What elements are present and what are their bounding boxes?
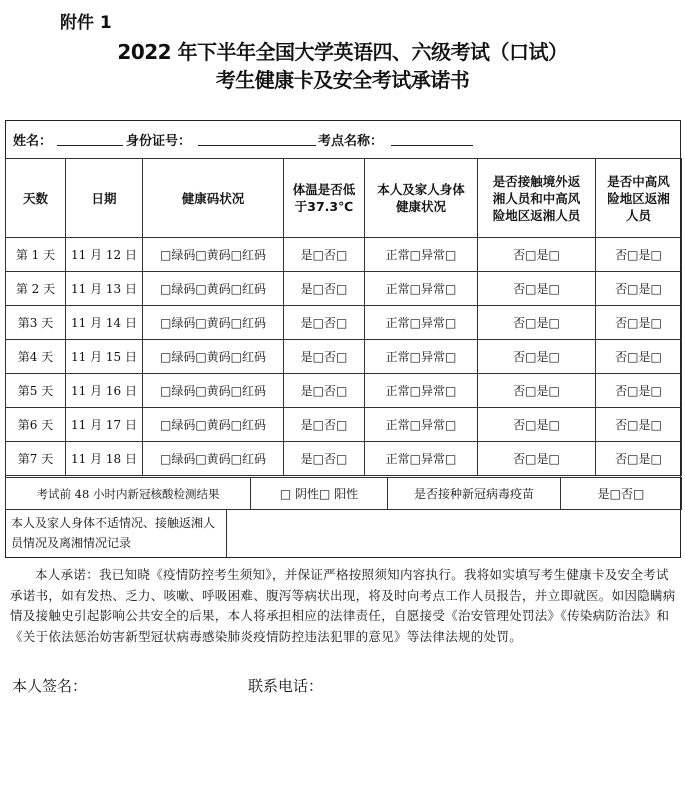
record-label: 本人及家人身体不适情况、接触返湘人员情况及离湘情况记录 <box>5 509 227 558</box>
date-cell: 11 月 14 日 <box>66 306 143 340</box>
temperature-options[interactable]: 是□否□ <box>284 374 365 408</box>
header-health-status: 本人及家人身体健康状况 <box>365 159 478 238</box>
attachment-label: 附件 1 <box>60 13 112 33</box>
contact-options[interactable]: 否□是□ <box>478 306 596 340</box>
day-cell: 第6 天 <box>6 408 66 442</box>
health-code-options[interactable]: □绿码□黄码□红码 <box>143 408 284 442</box>
vaccine-options[interactable]: 是□否□ <box>561 478 682 510</box>
header-temperature: 体温是否低于37.3℃ <box>284 159 365 238</box>
contact-options[interactable]: 否□是□ <box>478 374 596 408</box>
personal-info-row <box>5 120 681 158</box>
temperature-options[interactable]: 是□否□ <box>284 238 365 272</box>
nucleic-vaccine-row <box>6 478 682 510</box>
health-status-options[interactable]: 正常□异常□ <box>365 408 478 442</box>
health-code-options[interactable]: □绿码□黄码□红码 <box>143 374 284 408</box>
date-cell: 11 月 16 日 <box>66 374 143 408</box>
health-code-options[interactable]: □绿码□黄码□红码 <box>143 442 284 476</box>
contact-options[interactable]: 否□是□ <box>478 272 596 306</box>
name-field[interactable] <box>57 145 123 146</box>
nucleic-vaccine-table <box>5 477 682 510</box>
health-code-options[interactable]: □绿码□黄码□红码 <box>143 340 284 374</box>
document-subtitle: 考生健康卡及安全考试承诺书 <box>215 68 470 92</box>
exam-site-label: 考点名称： <box>318 134 384 149</box>
health-table <box>5 158 682 476</box>
name-label: 姓名： <box>13 134 53 149</box>
header-contact: 是否接触境外返湘人员和中高风险地区返湘人员 <box>478 159 596 238</box>
header-risk-area: 是否中高风险地区返湘人员 <box>596 159 682 238</box>
contact-options[interactable]: 否□是□ <box>478 442 596 476</box>
health-status-options[interactable]: 正常□异常□ <box>365 238 478 272</box>
table-row <box>6 340 682 374</box>
risk-area-options[interactable]: 否□是□ <box>596 238 682 272</box>
temperature-options[interactable]: 是□否□ <box>284 306 365 340</box>
phone-label: 联系电话： <box>248 677 324 695</box>
pledge-paragraph: 本人承诺：我已知晓《疫情防控考生须知》，并保证严格按照须知内容执行。我将如实填写考生健康卡及安全考试承诺书，如有发热、乏力、咳嗽、呼吸困难、腹泻等病状出现，将及时向考点工作人员报告，并立即就医。如因隐瞒病情及接触史引起影响公共安全的后果，本人将承担相应的法律责任，自愿接受《治安管理处罚法》《传染病防治法》和《关于依法惩治妨害新型冠状病毒感染肺炎疫情防控违法犯罪的意见》等法律法规的处罚。 <box>10 567 676 644</box>
date-cell: 11 月 13 日 <box>66 272 143 306</box>
day-cell: 第 2 天 <box>6 272 66 306</box>
document-title: 2022 年下半年全国大学英语四、六级考试（口试） <box>117 40 568 64</box>
table-row <box>6 408 682 442</box>
day-cell: 第4 天 <box>6 340 66 374</box>
header-day: 天数 <box>6 159 66 238</box>
table-row <box>6 442 682 476</box>
health-code-options[interactable]: □绿码□黄码□红码 <box>143 306 284 340</box>
day-cell: 第7 天 <box>6 442 66 476</box>
health-status-options[interactable]: 正常□异常□ <box>365 442 478 476</box>
table-header-row <box>6 159 682 238</box>
day-cell: 第 1 天 <box>6 238 66 272</box>
table-row <box>6 238 682 272</box>
temperature-options[interactable]: 是□否□ <box>284 408 365 442</box>
id-number-field[interactable] <box>198 145 316 146</box>
date-cell: 11 月 15 日 <box>66 340 143 374</box>
exam-site-field[interactable] <box>391 145 473 146</box>
date-cell: 11 月 17 日 <box>66 408 143 442</box>
risk-area-options[interactable]: 否□是□ <box>596 272 682 306</box>
nucleic-test-label: 考试前 48 小时内新冠核酸检测结果 <box>6 478 251 510</box>
risk-area-options[interactable]: 否□是□ <box>596 408 682 442</box>
signature-label: 本人签名： <box>12 677 88 695</box>
health-status-options[interactable]: 正常□异常□ <box>365 306 478 340</box>
health-status-options[interactable]: 正常□异常□ <box>365 374 478 408</box>
table-row <box>6 272 682 306</box>
contact-options[interactable]: 否□是□ <box>478 408 596 442</box>
temperature-options[interactable]: 是□否□ <box>284 272 365 306</box>
risk-area-options[interactable]: 否□是□ <box>596 374 682 408</box>
nucleic-test-options[interactable]: □ 阴性□ 阳性 <box>251 478 388 510</box>
health-code-options[interactable]: □绿码□黄码□红码 <box>143 272 284 306</box>
health-status-options[interactable]: 正常□异常□ <box>365 272 478 306</box>
temperature-options[interactable]: 是□否□ <box>284 442 365 476</box>
day-cell: 第3 天 <box>6 306 66 340</box>
date-cell: 11 月 12 日 <box>66 238 143 272</box>
header-health-code: 健康码状况 <box>143 159 284 238</box>
id-number-label: 身份证号： <box>126 134 192 149</box>
header-date: 日期 <box>66 159 143 238</box>
risk-area-options[interactable]: 否□是□ <box>596 442 682 476</box>
record-row <box>5 509 681 558</box>
table-row <box>6 306 682 340</box>
temperature-options[interactable]: 是□否□ <box>284 340 365 374</box>
day-cell: 第5 天 <box>6 374 66 408</box>
risk-area-options[interactable]: 否□是□ <box>596 340 682 374</box>
date-cell: 11 月 18 日 <box>66 442 143 476</box>
health-code-options[interactable]: □绿码□黄码□红码 <box>143 238 284 272</box>
contact-options[interactable]: 否□是□ <box>478 340 596 374</box>
table-row <box>6 374 682 408</box>
contact-options[interactable]: 否□是□ <box>478 238 596 272</box>
vaccine-label: 是否接种新冠病毒疫苗 <box>388 478 561 510</box>
risk-area-options[interactable]: 否□是□ <box>596 306 682 340</box>
health-status-options[interactable]: 正常□异常□ <box>365 340 478 374</box>
